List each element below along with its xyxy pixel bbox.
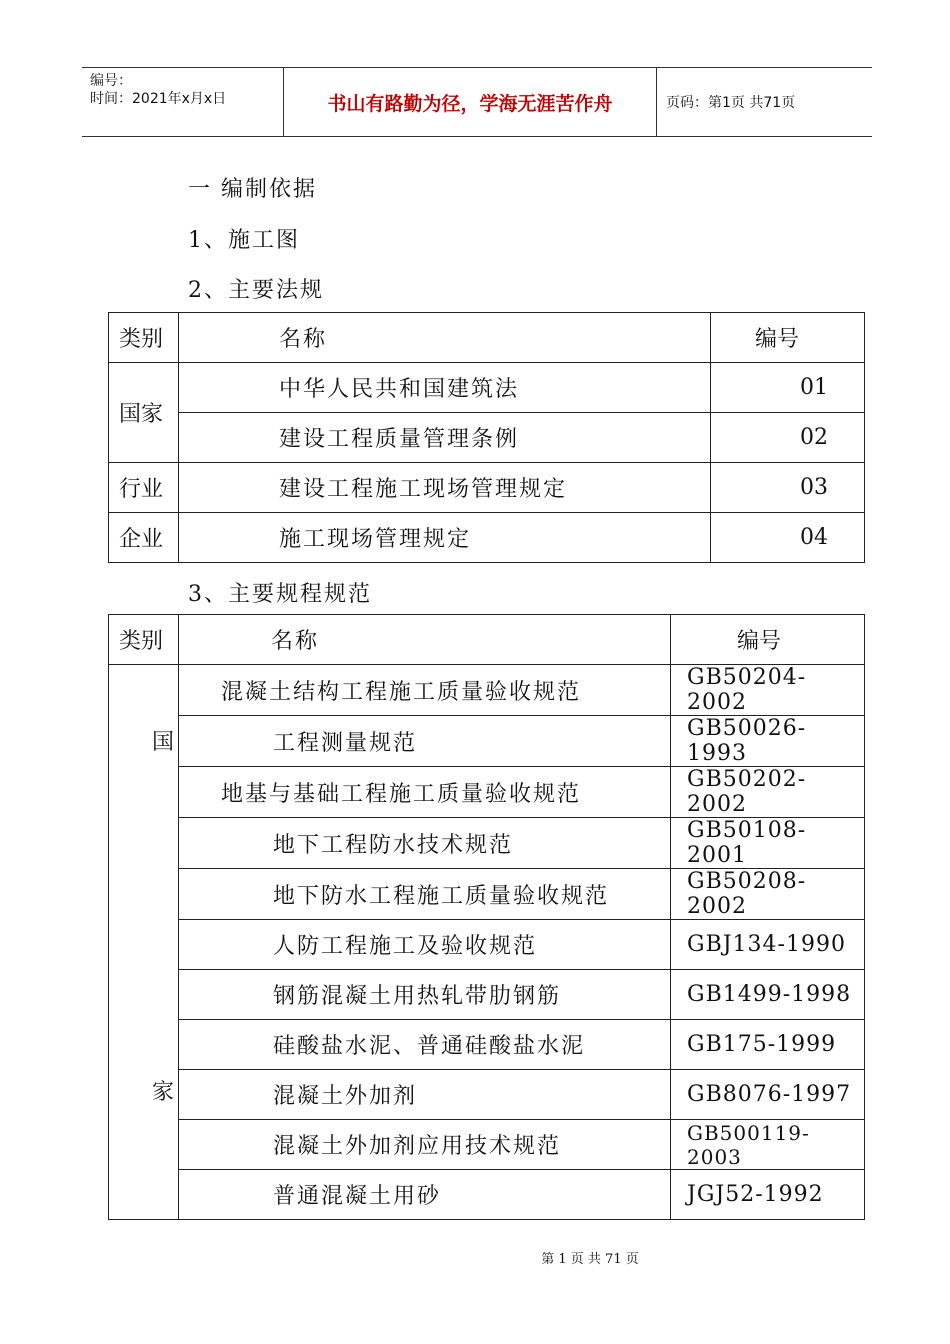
header-name: 名称	[179, 313, 711, 363]
section-heading: 一 编制依据	[188, 177, 317, 202]
table-row	[109, 413, 865, 463]
table-row	[109, 767, 865, 818]
table-row	[109, 1070, 865, 1120]
header-page-info: 页码：第1页 共71页	[666, 95, 796, 111]
table-header-row	[109, 615, 865, 665]
code-cell: 04	[711, 513, 865, 563]
name-cell: 混凝土外加剂应用技术规范	[179, 1120, 671, 1170]
table-row	[109, 869, 865, 920]
subsection-specs: 3、主要规程规范	[188, 582, 372, 607]
time-label: 时间：2021年x月x日	[90, 91, 227, 107]
table-row	[109, 665, 865, 716]
name-cell: 地下防水工程施工质量验收规范	[179, 869, 671, 920]
name-cell: 工程测量规范	[179, 716, 671, 767]
table-row	[109, 363, 865, 413]
name-cell: 混凝土外加剂	[179, 1070, 671, 1120]
serial-label: 编号：	[90, 73, 132, 89]
header-code: 编号	[711, 313, 865, 363]
page-footer: 第 1 页 共 71 页	[541, 1252, 639, 1267]
name-cell: 建设工程质量管理条例	[179, 413, 711, 463]
code-cell: GB500119-2003	[671, 1120, 865, 1170]
code-cell: GBJ134-1990	[671, 920, 865, 970]
header-category: 类别	[109, 313, 179, 363]
code-cell: GB50208-2002	[671, 869, 865, 920]
category-char: 家	[151, 1080, 174, 1105]
subsection-laws: 2、主要法规	[188, 278, 324, 303]
table-row	[109, 818, 865, 869]
code-cell: JGJ52-1992	[671, 1170, 865, 1220]
category-char: 国	[151, 730, 174, 755]
name-cell: 建设工程施工现场管理规定	[179, 463, 711, 513]
code-cell: GB175-1999	[671, 1020, 865, 1070]
header-code: 编号	[671, 615, 865, 665]
code-cell: GB50108-2001	[671, 818, 865, 869]
code-cell: GB1499-1998	[671, 970, 865, 1020]
table-row	[109, 463, 865, 513]
name-cell: 人防工程施工及验收规范	[179, 920, 671, 970]
code-cell: 02	[711, 413, 865, 463]
table-row	[109, 716, 865, 767]
name-cell: 地下工程防水技术规范	[179, 818, 671, 869]
header-name: 名称	[179, 615, 671, 665]
category-cell: 企业	[109, 513, 179, 563]
laws-table	[108, 312, 865, 563]
code-cell: GB8076-1997	[671, 1070, 865, 1120]
category-cell: 行业	[109, 463, 179, 513]
name-cell: 中华人民共和国建筑法	[179, 363, 711, 413]
name-cell: 硅酸盐水泥、普通硅酸盐水泥	[179, 1020, 671, 1070]
table-row	[109, 1120, 865, 1170]
table-header-row	[109, 313, 865, 363]
name-cell: 钢筋混凝土用热轧带肋钢筋	[179, 970, 671, 1020]
code-cell: GB50202-2002	[671, 767, 865, 818]
category-cell	[109, 665, 179, 1220]
code-cell: GB50026-1993	[671, 716, 865, 767]
category-cell: 国家	[109, 363, 179, 463]
name-cell: 地基与基础工程施工质量验收规范	[179, 767, 671, 818]
name-cell: 施工现场管理规定	[179, 513, 711, 563]
name-cell: 混凝土结构工程施工质量验收规范	[179, 665, 671, 716]
code-cell: GB50204-2002	[671, 665, 865, 716]
name-cell: 普通混凝土用砂	[179, 1170, 671, 1220]
page-header	[82, 67, 872, 137]
table-row	[109, 1020, 865, 1070]
table-row	[109, 513, 865, 563]
specs-table	[108, 614, 865, 1220]
header-category: 类别	[109, 615, 179, 665]
table-row	[109, 970, 865, 1020]
subsection-drawings: 1、施工图	[188, 228, 300, 253]
code-cell: 03	[711, 463, 865, 513]
code-cell: 01	[711, 363, 865, 413]
table-row	[109, 920, 865, 970]
header-meta	[82, 68, 284, 136]
header-motto: 书山有路勤为径，学海无涯苦作舟	[284, 68, 657, 136]
table-row	[109, 1170, 865, 1220]
